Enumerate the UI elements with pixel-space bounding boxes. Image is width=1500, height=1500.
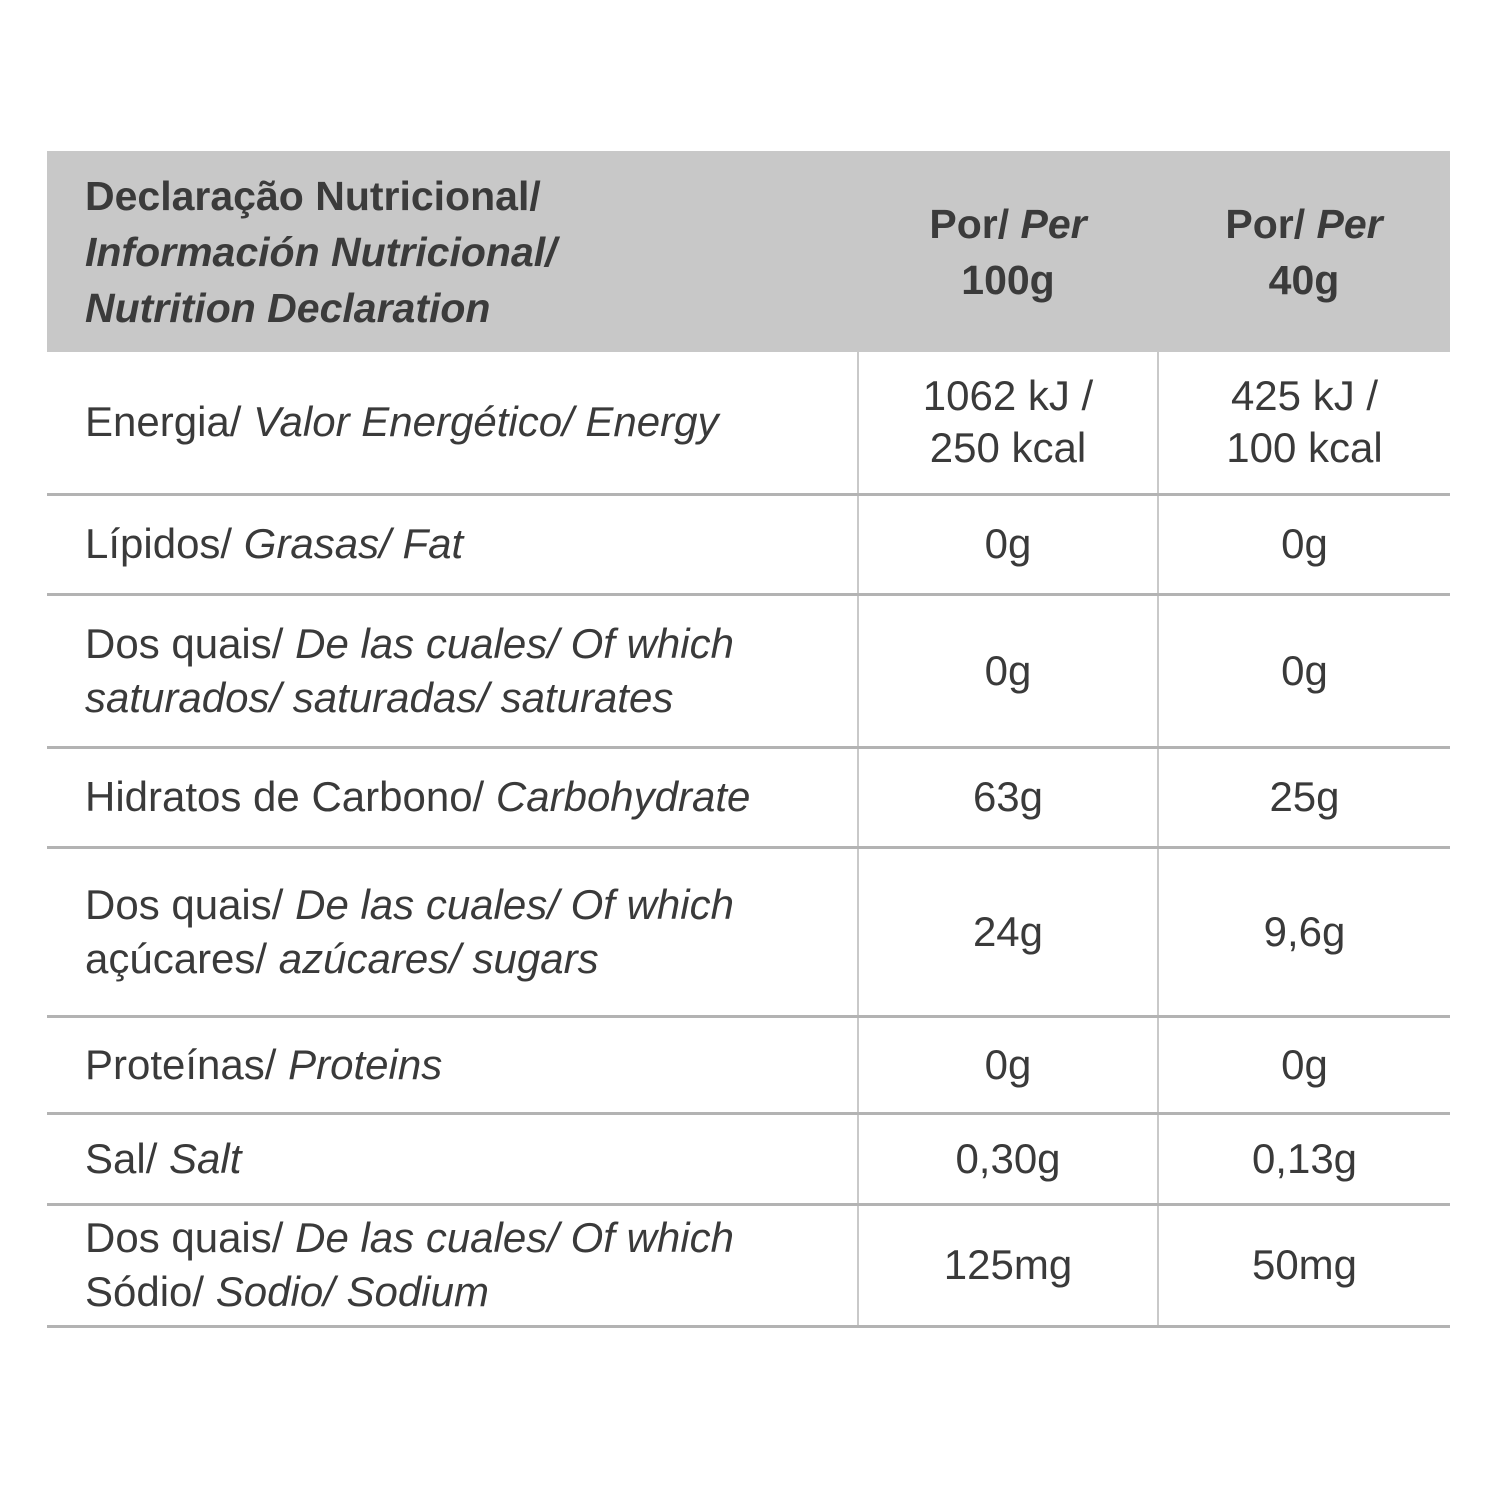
table-header-row — [47, 151, 1450, 352]
value-sugars-100g: 24g — [858, 847, 1158, 1016]
nutrient-label-carbohydrate: Hidratos de Carbono/ Carbohydrate — [47, 747, 858, 847]
value-saturates-40g: 0g — [1158, 594, 1450, 747]
value-saturates-100g: 0g — [858, 594, 1158, 747]
value-fat-40g: 0g — [1158, 494, 1450, 594]
column-header-per-40g — [1158, 151, 1450, 352]
title-line-en: Nutrition Declaration — [85, 284, 491, 331]
per-100g-label: Por/ Per — [929, 200, 1087, 247]
value-proteins-40g: 0g — [1158, 1016, 1450, 1113]
value-fat-100g: 0g — [858, 494, 1158, 594]
value-energy-40g: 425 kJ / 100 kcal — [1158, 352, 1450, 494]
nutrient-label-proteins: Proteínas/ Proteins — [47, 1016, 858, 1113]
title-line-es: Información Nutricional/ — [85, 228, 557, 275]
value-sodium-40g: 50mg — [1158, 1204, 1450, 1326]
nutrition-table — [47, 151, 1450, 1328]
value-proteins-100g: 0g — [858, 1016, 1158, 1113]
nutrient-label-fat: Lípidos/ Grasas/ Fat — [47, 494, 858, 594]
nutrient-label-sodium: Dos quais/ De las cuales/ Of which Sódio/ Sodio/ Sodium — [47, 1204, 858, 1326]
table-row-energy — [47, 352, 1450, 494]
table-row-carbohydrate — [47, 747, 1450, 847]
title-line-pt: Declaração Nutricional/ — [85, 172, 541, 219]
value-carbohydrate-100g: 63g — [858, 747, 1158, 847]
nutrient-label-saturates: Dos quais/ De las cuales/ Of which saturados/ saturadas/ saturates — [47, 594, 858, 747]
per-40g-label: Por/ Per — [1225, 200, 1383, 247]
table-row-salt — [47, 1113, 1450, 1204]
value-sodium-100g: 125mg — [858, 1204, 1158, 1326]
table-row-sodium — [47, 1204, 1450, 1326]
value-energy-100g: 1062 kJ / 250 kcal — [858, 352, 1158, 494]
table-row-sugars — [47, 847, 1450, 1016]
table-row-fat — [47, 494, 1450, 594]
value-carbohydrate-40g: 25g — [1158, 747, 1450, 847]
per-40g-amount: 40g — [1268, 256, 1340, 303]
column-header-per-100g — [858, 151, 1158, 352]
nutrient-label-sugars: Dos quais/ De las cuales/ Of which açúcares/ azúcares/ sugars — [47, 847, 858, 1016]
nutrient-label-energy: Energia/ Valor Energético/ Energy — [47, 352, 858, 494]
table-row-saturates — [47, 594, 1450, 747]
table-title — [47, 151, 858, 352]
value-salt-40g: 0,13g — [1158, 1113, 1450, 1204]
nutrient-label-salt: Sal/ Salt — [47, 1113, 858, 1204]
per-100g-amount: 100g — [961, 256, 1055, 303]
value-sugars-40g: 9,6g — [1158, 847, 1450, 1016]
value-salt-100g: 0,30g — [858, 1113, 1158, 1204]
table-row-proteins — [47, 1016, 1450, 1113]
